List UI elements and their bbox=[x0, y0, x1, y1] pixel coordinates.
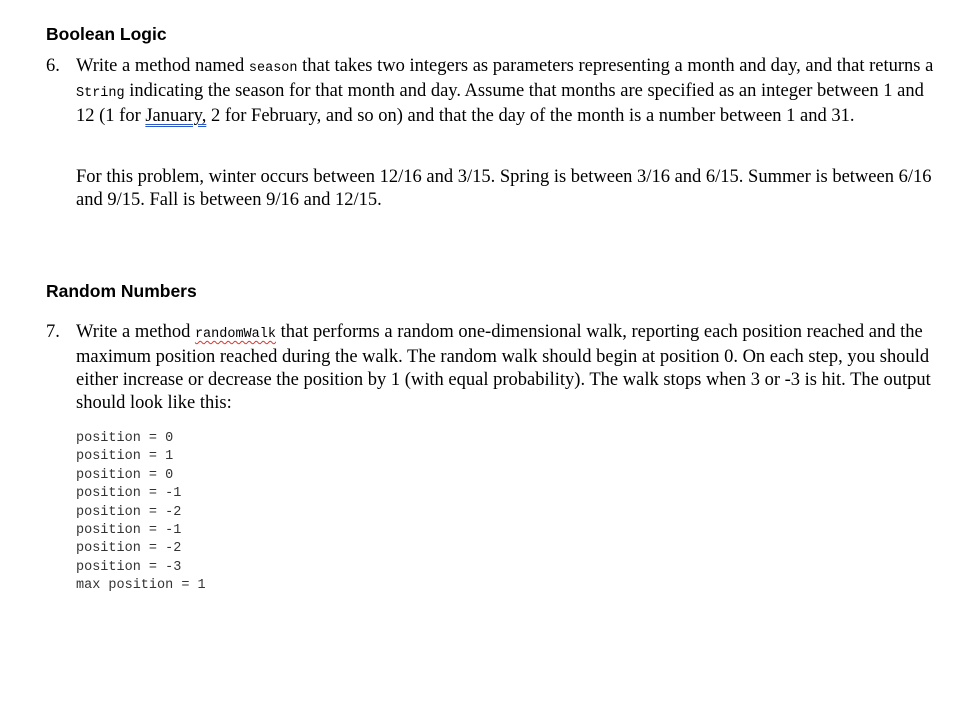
output-line: position = 0 bbox=[76, 467, 174, 483]
text-run: that performs a random one-dimensional walk, reporting each position reached and the maximum position reached during the walk. The random walk should begin at position 0. On each step, you should either increase or decrease the position by 1 (with equal probability). The walk stops when 3 or -3 is hit. The output should look like this: bbox=[76, 322, 931, 413]
problem-number-6: 6. bbox=[46, 56, 60, 76]
output-line: position = -1 bbox=[76, 523, 182, 539]
grammar-flag-january[interactable]: January, bbox=[145, 106, 207, 126]
section-heading-boolean-logic: Boolean Logic bbox=[46, 24, 167, 44]
section-heading-random-numbers: Random Numbers bbox=[46, 281, 197, 301]
problem-7-description bbox=[76, 321, 936, 415]
code-season: season bbox=[248, 61, 298, 76]
text-run: Write a method bbox=[76, 322, 195, 342]
output-line: position = -3 bbox=[76, 559, 182, 575]
output-line: position = 0 bbox=[76, 431, 174, 446]
output-line: position = 1 bbox=[76, 449, 174, 465]
problem-number-7: 7. bbox=[46, 322, 60, 342]
output-line: position = -2 bbox=[76, 541, 182, 557]
output-line: position = -2 bbox=[76, 504, 182, 520]
output-line: max position = 1 bbox=[76, 578, 206, 594]
code-randomwalk[interactable]: randomWalk bbox=[194, 327, 276, 342]
text-run: indicating the season for that month and day. Assume that months are specified as an integer between 1 and 12 (1 for bbox=[76, 81, 924, 126]
sample-output bbox=[76, 430, 206, 596]
problem-6-description bbox=[76, 55, 936, 128]
problem-6-season-ranges: For this problem, winter occurs between 12/16 and 3/15. Spring is between 3/16 and 6/15. Summer is between 6/16 and 9/15. Fall is between 9/16 and 12/15. bbox=[76, 167, 932, 210]
text-run: Write a method named bbox=[76, 56, 249, 76]
code-string: String bbox=[76, 86, 125, 101]
output-line: position = -1 bbox=[76, 486, 182, 502]
text-run: 2 for February, and so on) and that the day of the month is a number between 1 and 31. bbox=[206, 106, 855, 126]
text-run: that takes two integers as parameters representing a month and day, and that returns a bbox=[297, 56, 934, 76]
